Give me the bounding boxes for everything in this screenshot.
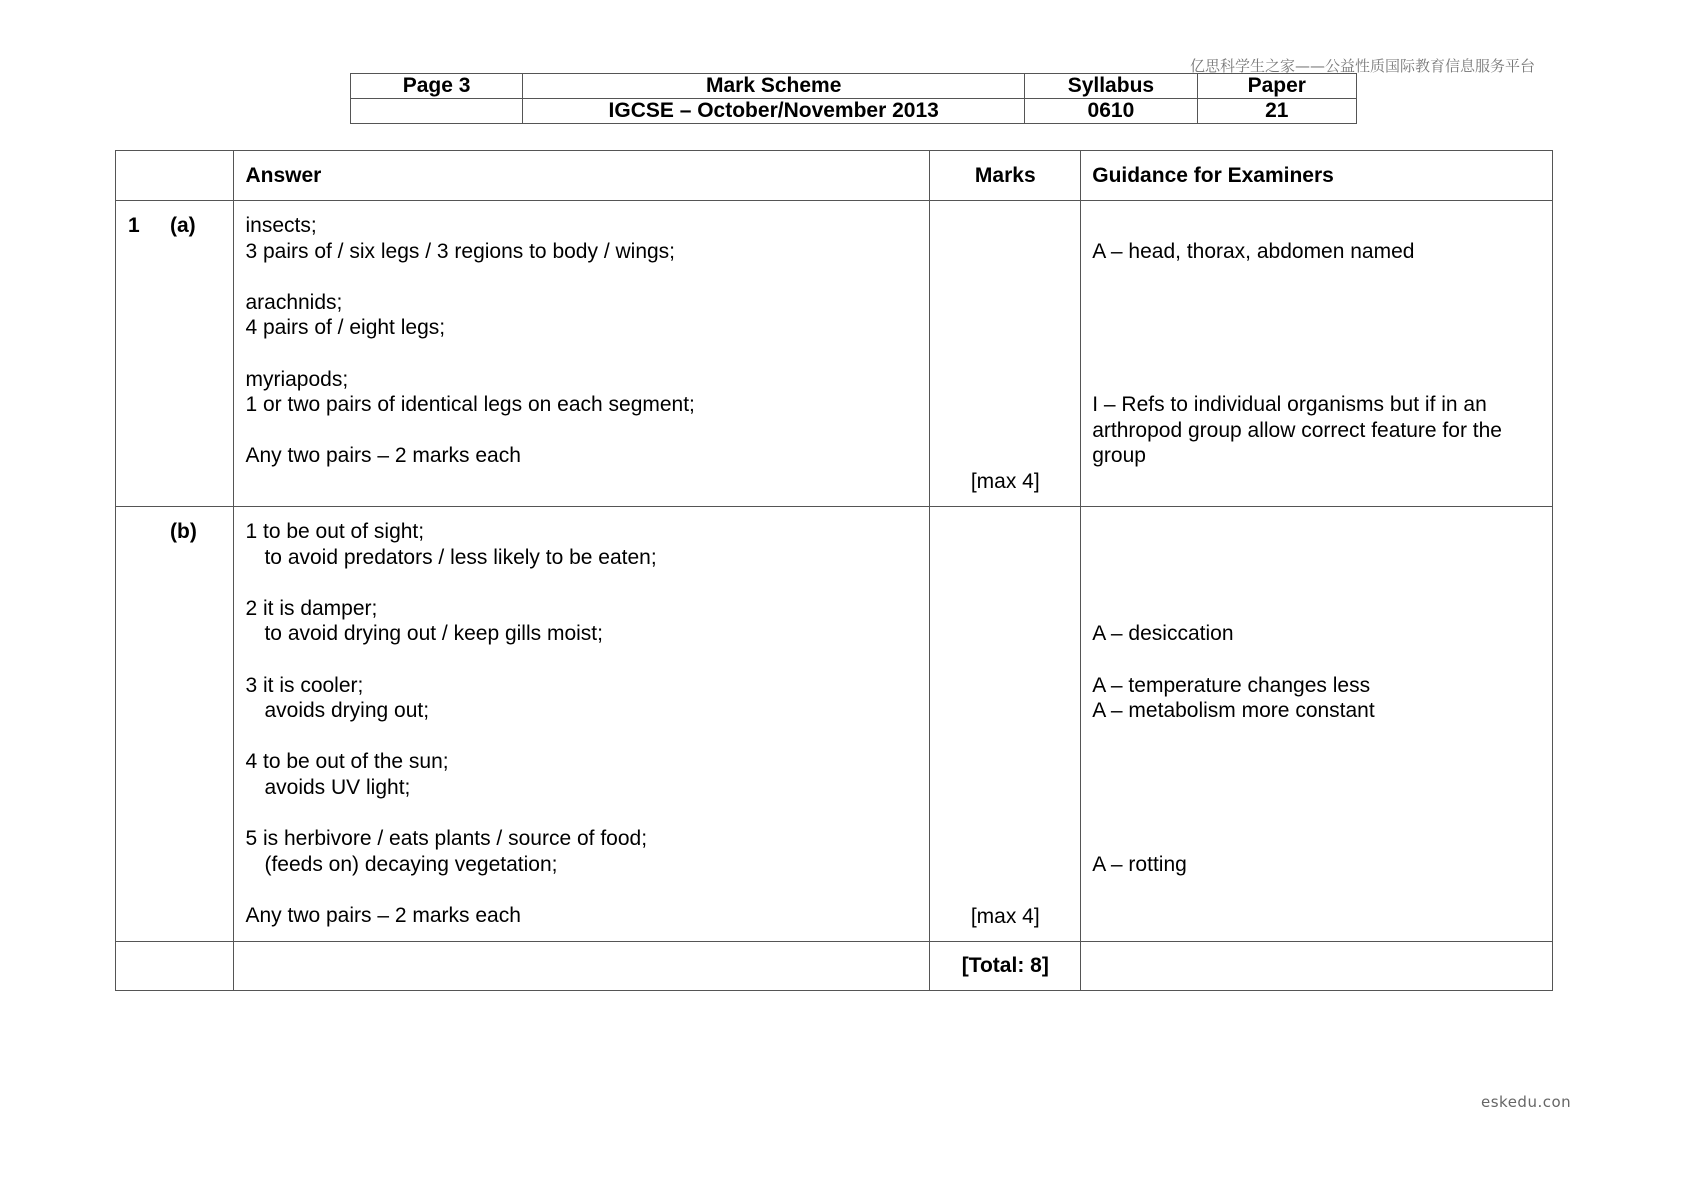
mark-scheme-table <box>115 150 1553 991</box>
answer-cell <box>234 507 930 942</box>
answer-line: to avoid drying out / keep gills moist; <box>264 622 603 646</box>
answer-line: 1 or two pairs of identical legs on each segment; <box>245 393 695 417</box>
syllabus-label: Syllabus <box>1025 74 1197 99</box>
marks-column-header: Marks <box>930 151 1081 201</box>
guidance-line: I – Refs to individual organisms but if in an arthropod group allow correct feature for the group <box>1092 393 1502 468</box>
page-number: Page 3 <box>351 74 523 99</box>
watermark-top: 亿思科学生之家——公益性质国际教育信息服务平台 <box>1190 57 1536 75</box>
question-1a-row <box>116 201 1553 507</box>
total-empty-cell <box>1081 942 1553 991</box>
answer-line: 3 pairs of / six legs / 3 regions to body / wings; <box>245 239 676 263</box>
answer-line: Any two pairs – 2 marks each <box>245 903 521 927</box>
answer-line: 4 pairs of / eight legs; <box>245 316 446 340</box>
answer-line: myriapods; <box>245 367 349 391</box>
answer-line: 3 it is cooler; <box>245 673 364 697</box>
column-header-row <box>116 151 1553 201</box>
answer-line: 2 it is damper; <box>245 596 378 620</box>
guidance-cell <box>1081 507 1553 942</box>
max-marks: [max 4] <box>970 470 1040 493</box>
answer-line: (feeds on) decaying vegetation; <box>264 852 558 876</box>
guidance-line: A – desiccation <box>1092 622 1234 646</box>
answer-line: insects; <box>245 214 317 237</box>
question-label <box>116 201 234 507</box>
max-marks: [max 4] <box>970 905 1040 928</box>
paper-number: 21 <box>1197 99 1356 124</box>
question-part: (b) <box>170 520 197 543</box>
question-label <box>116 507 234 942</box>
question-1b-row <box>116 507 1553 942</box>
answer-line: avoids UV light; <box>264 775 411 799</box>
syllabus-code: 0610 <box>1025 99 1197 124</box>
answer-cell <box>234 201 930 507</box>
question-column-header <box>116 151 234 201</box>
watermark-bottom: eskedu.con <box>1481 1093 1572 1111</box>
header-empty-cell <box>351 99 523 124</box>
guidance-cell <box>1081 201 1553 507</box>
guidance-column-header: Guidance for Examiners <box>1081 151 1553 201</box>
answer-line: arachnids; <box>245 290 343 314</box>
answer-line: Any two pairs – 2 marks each <box>245 444 521 468</box>
exam-session: IGCSE – October/November 2013 <box>523 99 1025 124</box>
paper-label: Paper <box>1197 74 1356 99</box>
guidance-line: A – metabolism more constant <box>1092 699 1375 723</box>
answer-column-header: Answer <box>234 151 930 201</box>
total-row <box>116 942 1553 991</box>
header-title: Mark Scheme <box>523 74 1025 99</box>
answer-line: 1 to be out of sight; <box>245 520 425 543</box>
marks-cell <box>930 507 1081 942</box>
answer-line: to avoid predators / less likely to be eaten; <box>264 545 657 569</box>
header-table <box>350 73 1357 124</box>
guidance-line: A – temperature changes less <box>1092 673 1371 697</box>
question-number: 1 <box>128 214 140 237</box>
total-empty-cell <box>234 942 930 991</box>
guidance-line: A – rotting <box>1092 852 1187 876</box>
answer-line: 4 to be out of the sun; <box>245 750 449 774</box>
guidance-line: A – head, thorax, abdomen named <box>1092 239 1415 263</box>
question-part: (a) <box>170 214 196 237</box>
answer-line: 5 is herbivore / eats plants / source of food; <box>245 827 648 851</box>
marks-cell <box>930 201 1081 507</box>
total-empty-cell <box>116 942 234 991</box>
total-marks: [Total: 8] <box>930 942 1081 991</box>
answer-line: avoids drying out; <box>264 699 430 723</box>
